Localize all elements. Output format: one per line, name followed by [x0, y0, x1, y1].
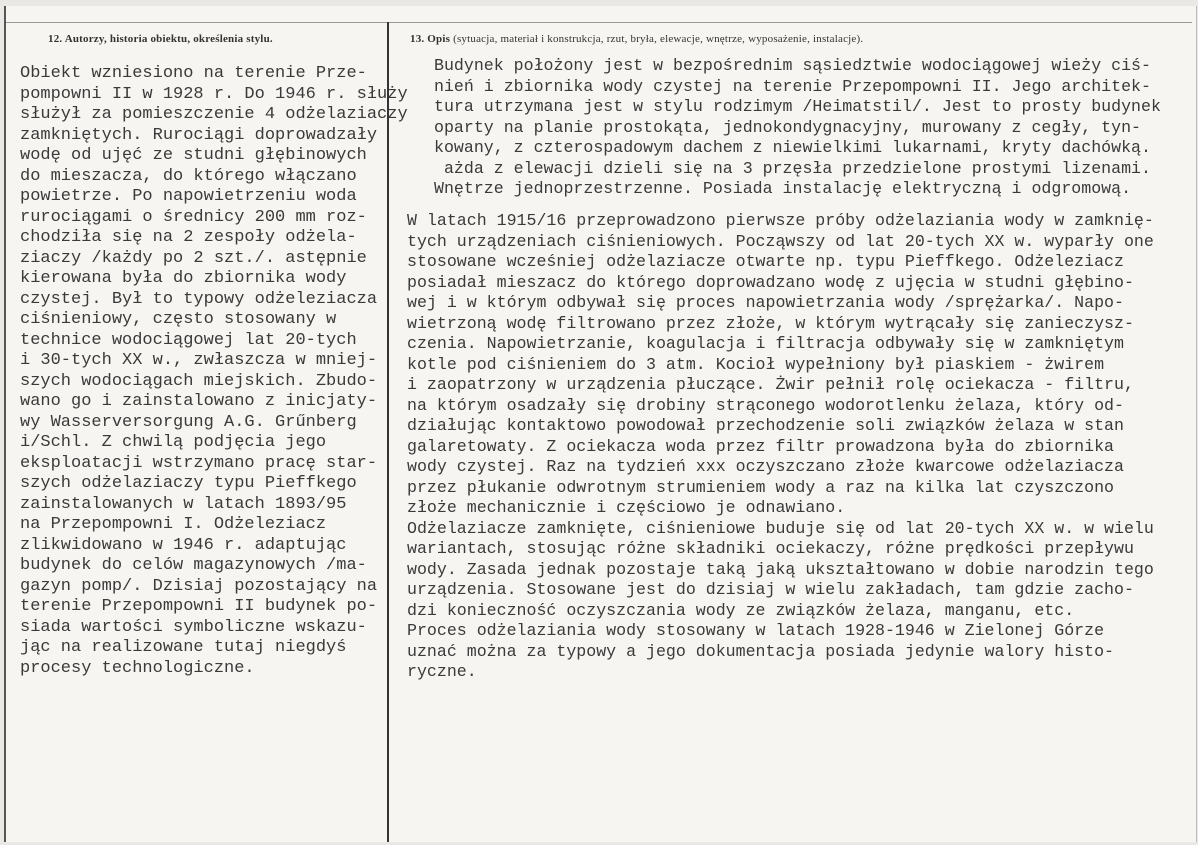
text-line: uznać można za typowy a jego dokumentacja posiada jedynie walory histo- — [407, 641, 1115, 661]
text-line: i/Schl. Z chwilą podjęcia jego — [20, 433, 327, 452]
text-line: wody czystej. Raz na tydzień xxx oczyszczano złoże kwarcowe odżelaziacza — [407, 457, 1124, 476]
text-line: nień i zbiornika wody czystej na terenie Przepompowni II. Jego architek- — [434, 76, 1151, 96]
text-line: szych odżelaziaczy typu Pieffkego — [20, 474, 357, 493]
text-line: na Przepompowni I. Odżeleziacz — [20, 515, 327, 534]
text-line: oparty na planie prostokąta, jednokondygnacyjny, murowany z cegły, tyn- — [434, 117, 1142, 137]
text-line: budynek do celów magazynowych /ma- — [20, 556, 367, 575]
text-line: dzi konieczność oczyszczania wody ze związków żelaza, manganu, etc. — [407, 600, 1075, 620]
text-line: wariantach, stosując różne składniki ociekaczy, różne prędkości przepływu — [407, 539, 1134, 558]
text-line: urządzenia. Stosowane jest do dzisiaj w wielu zakładach, tam gdzie zacho- — [407, 580, 1134, 599]
text-line: terenie Przepompowni II budynek po- — [20, 597, 378, 616]
text-line: wody. Zasada jednak pozostaje taką jaką ukształtowano w dobie narodzin tego — [407, 559, 1154, 579]
text-line: eksploatacji wstrzymano pracę star- — [20, 453, 378, 473]
text-line: powietrze. Po napowietrzeniu woda — [20, 187, 357, 206]
text-line: czenia. Napowietrzanie, koagulacja i filtracja odbywały się w zamkniętym — [407, 334, 1124, 353]
section-13-header-number: 13. Opis — [410, 33, 451, 45]
text-line: Wnętrze jednoprzestrzenne. Posiada instalację elektryczną i odgromową. — [434, 179, 1132, 198]
text-line: stosowane wcześniej odżelaziacze otwarte np. typu Pieffkego. Odżeleziacz — [407, 252, 1124, 271]
text-line: wej i w którym odbywał się proces napowietrzania wody /sprężarka/. Napo- — [407, 293, 1124, 312]
text-line: kotle pod ciśnieniem do 3 atm. Kocioł wypełniony był piaskiem - żwirem — [407, 354, 1105, 374]
text-line: rurociągami o średnicy 200 mm roz- — [20, 207, 367, 227]
text-line: złoże mechanicznie i częściowo je odnawiano. — [407, 498, 846, 517]
text-line: Proces odżelaziania wody stosowany w latach 1928-1946 w Zielonej Górze — [407, 621, 1105, 640]
text-line: wy Wasserversorgung A.G. Grűnberg — [20, 412, 357, 432]
text-line: W latach 1915/16 przeprowadzono pierwsze próby odżelaziania wody w zamknię- — [407, 211, 1154, 230]
text-line: procesy technologiczne. — [20, 658, 255, 678]
text-line: chodziła się na 2 zespoły odżela- — [20, 228, 357, 247]
text-line: galaretowaty. Z ociekacza woda przez filtr prowadzona była do zbiornika — [407, 436, 1115, 456]
text-line: gazyn pomp/. Dzisiaj pozostający na — [20, 576, 378, 596]
text-line: siada wartości symboliczne wskazu- — [20, 617, 367, 637]
text-line: zainstalowanych w latach 1893/95 — [20, 494, 347, 514]
text-line: na którym osadzały się drobiny strąconego wodorotlenku żelaza, który od- — [407, 395, 1124, 415]
text-line: służył za pomieszczenie 4 odżelaziaczy — [20, 105, 408, 124]
text-line: wodę od ujęć ze studni głębinowych — [20, 146, 367, 165]
text-line: technice wodociągowej lat 20-tych — [20, 330, 357, 350]
text-line: przez płukanie odwrotnym strumieniem wody a raz na kilka lat czyszczono — [407, 477, 1115, 497]
text-line: Obiekt wzniesiono na terenie Prze- — [20, 64, 367, 83]
text-line: posiadał mieszacz do którego doprowadzano wodę z ujęcia w studni głębino- — [407, 272, 1134, 292]
text-line: tura utrzymana jest w stylu rodzimym /Heimatstil/. Jest to prosty budynek — [434, 97, 1161, 116]
section-13-paragraph-2 — [407, 211, 1154, 683]
text-line: do mieszacza, do którego włączano — [20, 166, 357, 186]
text-line: Budynek położony jest w bezpośrednim sąsiedztwie wodociągowej wieży ciś- — [434, 56, 1151, 75]
text-line: wano go i zainstalowano z inicjaty- — [20, 392, 378, 411]
text-line: zamkniętych. Rurociągi doprowadzały — [20, 125, 378, 145]
text-line: ziaczy /każdy po 2 szt./. astępnie — [20, 248, 367, 268]
section-12-header: 12. Autorzy, historia obiektu, określenia stylu. — [48, 33, 273, 45]
text-line: ryczne. — [407, 662, 477, 681]
section-12-text — [20, 64, 408, 679]
text-line: kierowana była do zbiornika wody — [20, 269, 347, 288]
text-line: ciśnieniowy, często stosowany w — [20, 310, 337, 329]
text-line: ażda z elewacji dzieli się na 3 przęsła przedzielone prostymi lizenami. — [434, 158, 1151, 178]
section-13-header — [410, 33, 863, 45]
text-line: i zaopatrzony w urządzenia płuczące. Żwir pełnił rolę ociekacza - filtru, — [407, 375, 1134, 394]
text-line: wietrzoną wodę filtrowano przez złoże, w którym wytrącały się zanieczysz- — [407, 313, 1134, 333]
text-line: tych urządzeniach ciśnieniowych. Począwszy od lat 20-tych XX w. wyparły one — [407, 231, 1154, 251]
text-line: Odżelaziacze zamknięte, ciśnieniowe buduje się od lat 20-tych XX w. w wielu — [407, 518, 1154, 538]
text-line: jąc na realizowane tutaj niegdyś — [20, 638, 347, 657]
text-line: działując kontaktowo powodował przechodzenie soli związków żelaza w stan — [407, 416, 1124, 435]
text-line: szych wodociągach miejskich. Zbudo- — [20, 371, 378, 391]
section-13-header-subtitle: (sytuacja, materiał i konstrukcja, rzut, bryła, elewacje, wnętrze, wyposażenie, instalacje). — [453, 33, 864, 45]
section-13-paragraph-1 — [434, 56, 1161, 200]
text-line: pompowni II w 1928 r. Do 1946 r. służy — [20, 84, 408, 104]
top-rule — [6, 22, 1192, 23]
text-line: zlikwidowano w 1946 r. adaptując — [20, 535, 347, 555]
text-line: i 30-tych XX w., zwłaszcza w mniej- — [20, 351, 378, 370]
text-line: czystej. Był to typowy odżeleziacza — [20, 289, 378, 309]
text-line: kowany, z czterospadowym dachem z niewielkimi lukarnami, kryty dachówką. — [434, 138, 1151, 157]
